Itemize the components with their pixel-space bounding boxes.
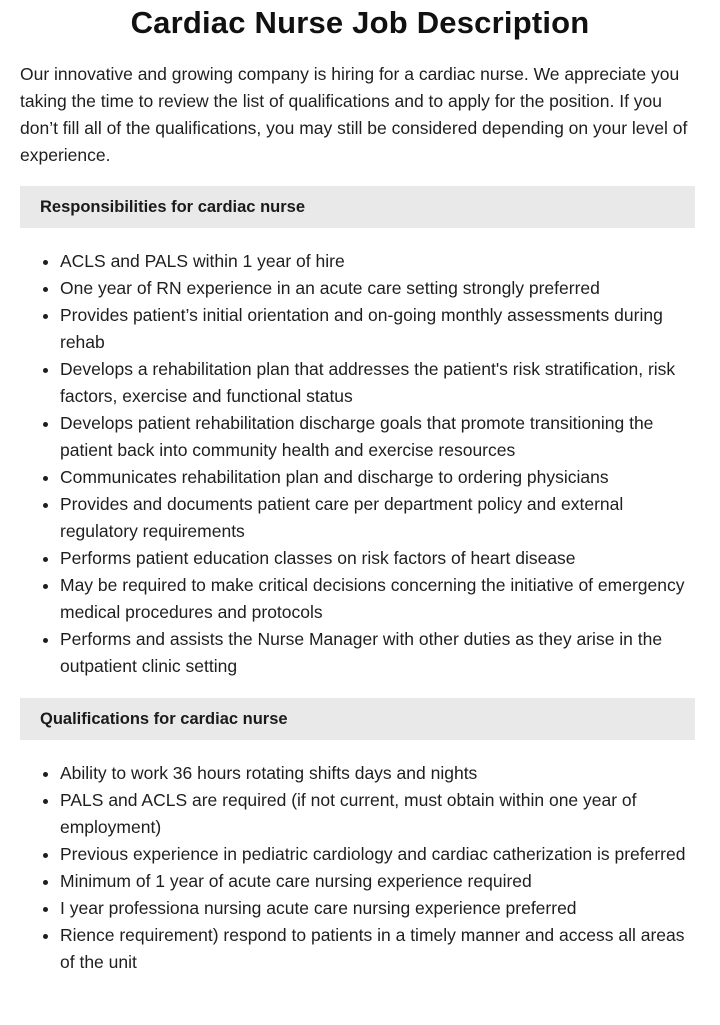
qualifications-list bbox=[20, 760, 702, 976]
list-item: • Rience requirement) respond to patients in a timely manner and access all areas of the unit bbox=[60, 922, 702, 976]
list-item: • Minimum of 1 year of acute care nursing experience required bbox=[60, 868, 702, 895]
list-item: • I year professiona nursing acute care nursing experience preferred bbox=[60, 895, 702, 922]
list-item: • Ability to work 36 hours rotating shifts days and nights bbox=[60, 760, 702, 787]
intro-paragraph: Our innovative and growing company is hiring for a cardiac nurse. We appreciate you taking the time to review the list of qualifications and to apply for the position. If you don’t fill all of the qualifications, you may still be considered depending on your level of experience. bbox=[20, 64, 688, 165]
qualifications-header: Qualifications for cardiac nurse bbox=[20, 698, 695, 740]
responsibilities-header: Responsibilities for cardiac nurse bbox=[20, 186, 695, 228]
list-item: • ACLS and PALS within 1 year of hire bbox=[60, 248, 702, 275]
list-item: • One year of RN experience in an acute care setting strongly preferred bbox=[60, 275, 702, 302]
page-title: Cardiac Nurse Job Description bbox=[130, 5, 590, 40]
list-item: • Performs and assists the Nurse Manager with other duties as they arise in the outpatient clinic setting bbox=[60, 626, 702, 680]
list-item: • PALS and ACLS are required (if not current, must obtain within one year of employment) bbox=[60, 787, 702, 841]
list-item: • Previous experience in pediatric cardiology and cardiac catherization is preferred bbox=[60, 841, 702, 868]
list-item: • Performs patient education classes on risk factors of heart disease bbox=[60, 545, 702, 572]
list-item: • Develops a rehabilitation plan that addresses the patient's risk stratification, risk factors, exercise and functional status bbox=[60, 356, 702, 410]
responsibilities-list bbox=[20, 248, 702, 680]
list-item: • Provides patient’s initial orientation and on-going monthly assessments during rehab bbox=[60, 302, 702, 356]
list-item: • Communicates rehabilitation plan and discharge to ordering physicians bbox=[60, 464, 702, 491]
list-item: • May be required to make critical decisions concerning the initiative of emergency medical procedures and protocols bbox=[60, 572, 702, 626]
list-item: • Develops patient rehabilitation discharge goals that promote transitioning the patient back into community health and exercise resources bbox=[60, 410, 702, 464]
list-item: • Provides and documents patient care per department policy and external regulatory requirements bbox=[60, 491, 702, 545]
